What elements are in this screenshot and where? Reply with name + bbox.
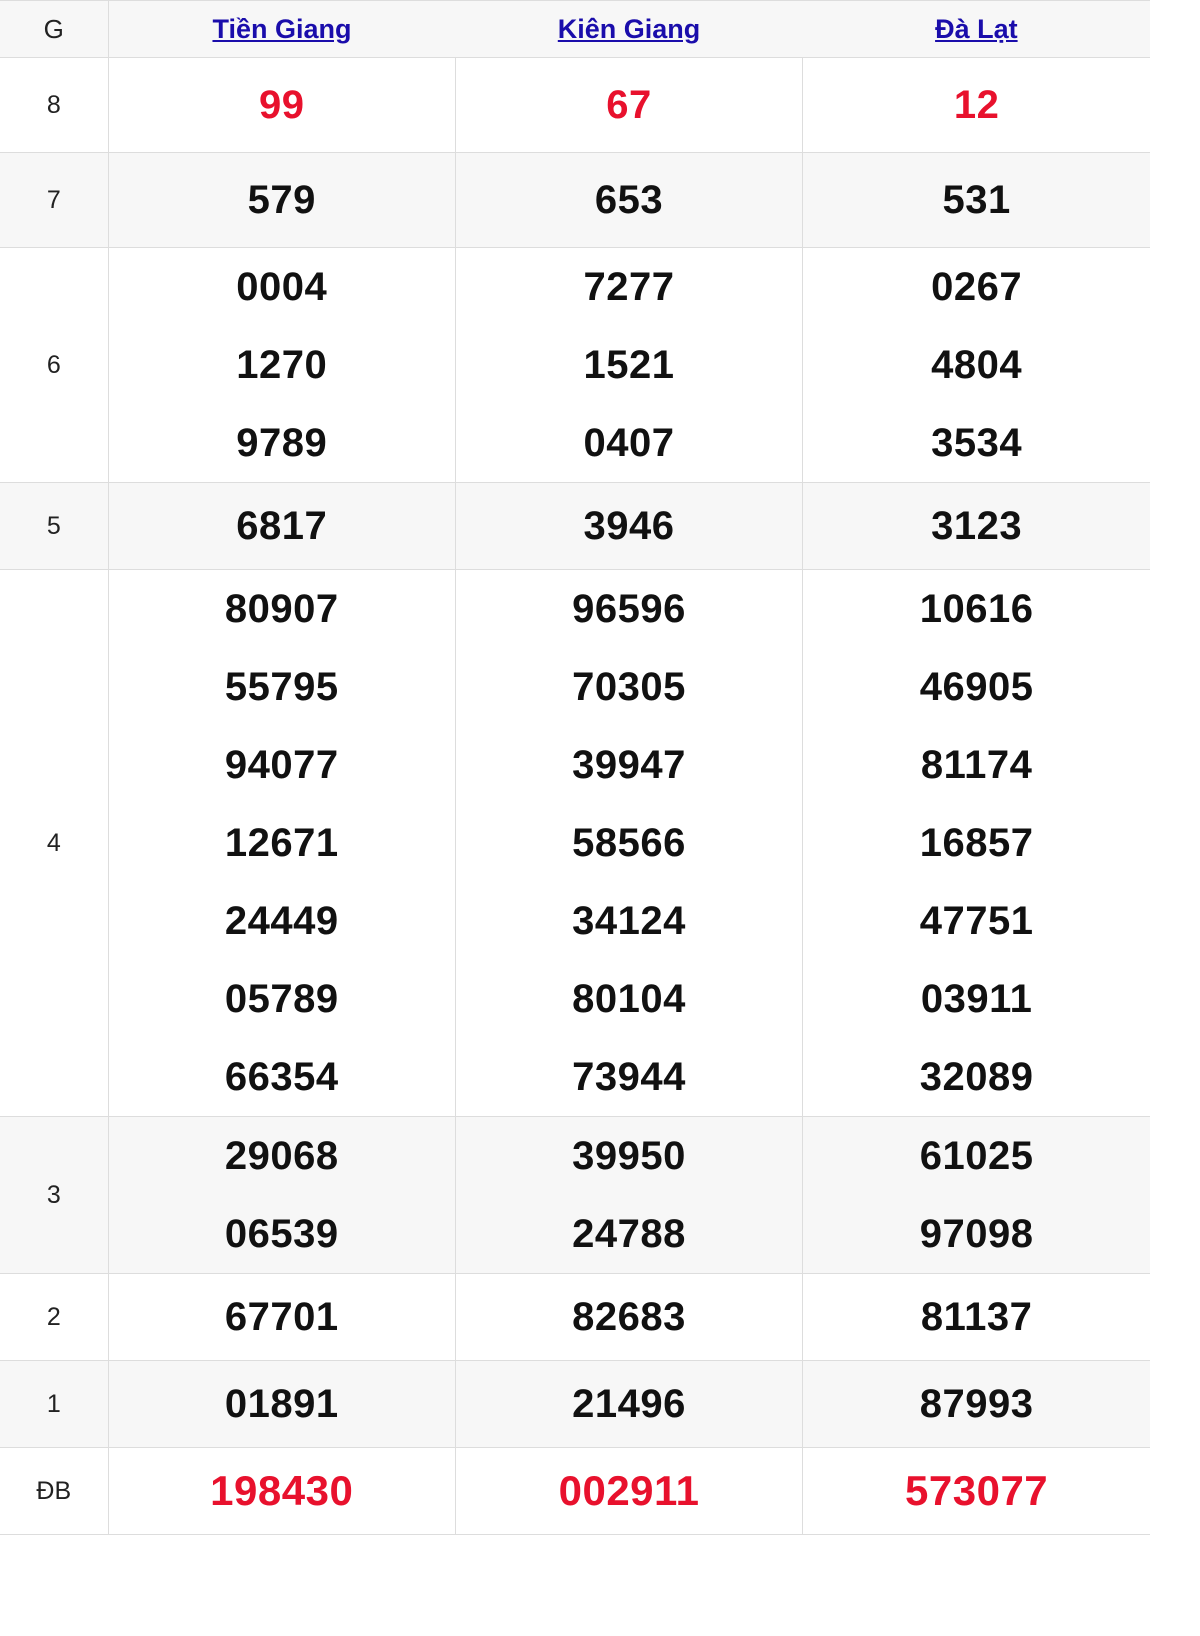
- result-number: 39950: [572, 1134, 686, 1178]
- result-number: 46905: [919, 665, 1034, 709]
- prize-label: 7: [0, 153, 108, 248]
- table-row: [0, 153, 1150, 248]
- result-number: 01891: [224, 1382, 339, 1426]
- table-header-row: [0, 1, 1150, 58]
- result-number: 67: [606, 83, 652, 127]
- result-number: 39947: [572, 743, 686, 787]
- result-number: 99: [258, 83, 305, 127]
- result-number: 579: [247, 178, 316, 222]
- result-number: 05789: [224, 977, 339, 1021]
- result-cell: [803, 58, 1150, 153]
- table-row: [0, 483, 1150, 570]
- result-number: 24788: [572, 1212, 686, 1256]
- result-cell: [108, 483, 455, 570]
- result-cell: [455, 1117, 802, 1274]
- result-number: 80907: [224, 587, 339, 631]
- result-number: 9789: [236, 421, 328, 465]
- result-cell: [108, 570, 455, 1117]
- prize-column-header: G: [0, 1, 108, 58]
- result-number: 3534: [931, 421, 1023, 465]
- result-number: 0407: [583, 421, 675, 465]
- result-cell: [108, 58, 455, 153]
- result-number: 47751: [919, 899, 1034, 943]
- result-number: 58566: [572, 821, 686, 865]
- result-cell: [803, 1448, 1150, 1535]
- table-row: [0, 1448, 1150, 1535]
- prize-label: 6: [0, 248, 108, 483]
- result-cell: [803, 1274, 1150, 1361]
- result-number: 10616: [919, 587, 1034, 631]
- province-link-2[interactable]: Đà Lạt: [935, 13, 1018, 44]
- result-number: 03911: [920, 977, 1033, 1021]
- prize-label: 4: [0, 570, 108, 1117]
- result-number: 87993: [919, 1382, 1034, 1426]
- result-cell: [455, 248, 802, 483]
- result-number: 21496: [572, 1382, 686, 1426]
- result-number: 0267: [931, 265, 1023, 309]
- result-cell: [455, 153, 802, 248]
- result-number: 1521: [583, 343, 675, 387]
- result-number: 531: [942, 178, 1011, 222]
- result-number: 67701: [224, 1295, 339, 1339]
- result-number: 81137: [920, 1295, 1033, 1339]
- result-number: 7277: [583, 265, 675, 309]
- result-cell: [108, 1117, 455, 1274]
- province-header-2: [803, 1, 1150, 58]
- result-cell: [108, 1274, 455, 1361]
- table-row: [0, 58, 1150, 153]
- result-number: 3946: [583, 504, 675, 548]
- table-row: [0, 1274, 1150, 1361]
- province-header-0: [108, 1, 455, 58]
- result-cell: [455, 58, 802, 153]
- result-number: 002911: [558, 1467, 700, 1515]
- result-number: 573077: [905, 1467, 1049, 1515]
- table-body: [0, 58, 1150, 1535]
- result-number: 81174: [920, 743, 1033, 787]
- prize-label: 1: [0, 1361, 108, 1448]
- prize-label: 2: [0, 1274, 108, 1361]
- result-cell: [803, 248, 1150, 483]
- province-header-1: [455, 1, 802, 58]
- result-number: 12: [953, 83, 1000, 127]
- result-cell: [455, 1448, 802, 1535]
- result-number: 29068: [224, 1134, 339, 1178]
- result-number: 97098: [919, 1212, 1034, 1256]
- table-row: [0, 1361, 1150, 1448]
- result-number: 6817: [236, 504, 328, 548]
- prize-label: 3: [0, 1117, 108, 1274]
- result-number: 06539: [224, 1212, 339, 1256]
- result-number: 70305: [572, 665, 686, 709]
- result-cell: [803, 1117, 1150, 1274]
- result-number: 66354: [224, 1055, 339, 1099]
- result-number: 653: [594, 178, 664, 222]
- result-number: 12671: [224, 821, 339, 865]
- result-number: 0004: [236, 265, 328, 309]
- result-number: 82683: [572, 1295, 686, 1339]
- table-row: [0, 570, 1150, 1117]
- result-cell: [455, 1361, 802, 1448]
- result-number: 32089: [919, 1055, 1034, 1099]
- result-number: 61025: [919, 1134, 1034, 1178]
- result-cell: [108, 153, 455, 248]
- result-cell: [455, 483, 802, 570]
- result-number: 94077: [224, 743, 339, 787]
- result-cell: [108, 1361, 455, 1448]
- result-number: 80104: [572, 977, 686, 1021]
- table-row: [0, 1117, 1150, 1274]
- result-cell: [803, 483, 1150, 570]
- result-cell: [803, 1361, 1150, 1448]
- prize-label: 8: [0, 58, 108, 153]
- result-number: 96596: [572, 587, 686, 631]
- result-cell: [803, 153, 1150, 248]
- result-number: 198430: [210, 1467, 354, 1515]
- result-cell: [455, 1274, 802, 1361]
- prize-label: ĐB: [0, 1448, 108, 1535]
- result-number: 3123: [931, 504, 1023, 548]
- result-number: 1270: [236, 343, 328, 387]
- table-row: [0, 248, 1150, 483]
- result-number: 16857: [919, 821, 1034, 865]
- table-header: [0, 1, 1150, 58]
- result-number: 24449: [224, 899, 339, 943]
- prize-label: 5: [0, 483, 108, 570]
- result-cell: [803, 570, 1150, 1117]
- result-number: 34124: [572, 899, 686, 943]
- province-link-1[interactable]: Kiên Giang: [557, 13, 701, 44]
- result-number: 55795: [224, 665, 339, 709]
- result-number: 73944: [572, 1055, 686, 1099]
- province-link-0[interactable]: Tiền Giang: [212, 13, 352, 44]
- result-cell: [455, 570, 802, 1117]
- result-cell: [108, 248, 455, 483]
- result-number: 4804: [931, 343, 1023, 387]
- result-cell: [108, 1448, 455, 1535]
